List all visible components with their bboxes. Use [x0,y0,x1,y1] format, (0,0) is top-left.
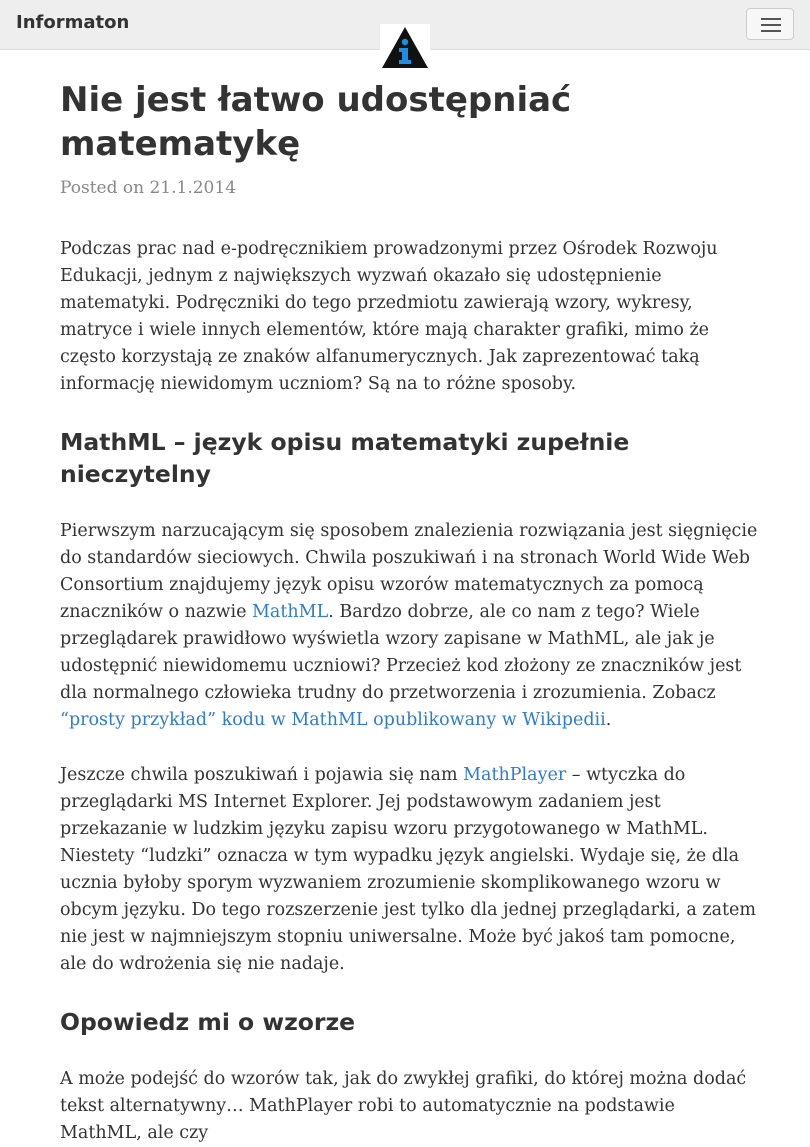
wikipedia-example-link[interactable]: “prosty przykład” kodu w MathML opublikowany w Wikipedii [60,710,606,730]
page-title: Nie jest łatwo udostępniać matematykę [60,80,572,164]
brand-link[interactable]: Informaton [16,12,130,33]
paragraph-alt-text: A może podejść do wzorów tak, jak do zwykłej grafiki, do której można dodać tekst alternatywny… MathPlayer robi to automatycznie na podstawie MathML, ale czy [60,1069,747,1143]
text-segment: . Bardzo dobrze, ale co nam z tego? Wiele przeglądarek prawidłowo wyświetla wzory zapisane w MathML, ale jak je udostępnić niewidomemu uczniowi? Przecież kod złożony ze znaczników jest dla normalnego człowieka trudny do przetworzenia i zrozumienia. Zobacz [60,602,742,703]
mathml-link[interactable]: MathML [252,602,329,622]
hamburger-icon-bar [761,30,781,32]
site-logo[interactable] [380,24,430,70]
text-segment: . [605,710,612,730]
paragraph-mathml [60,518,760,734]
paragraph-mathplayer [60,762,760,978]
hamburger-icon [761,18,781,20]
text-segment: Pierwszym narzucającym się sposobem znalezienia rozwiązania jest sięgnięcie do standardów sieciowych. Chwila poszukiwań i na stronach World Wide Web Consortium znajdujemy język opisu wzorów matematycznych za pomocą znaczników o nazwie [60,521,758,622]
text-segment: – wtyczka do przeglądarki MS Internet Explorer. Jej podstawowym zadaniem jest przekazanie w ludzkim języku zapisu wzoru przygotowanego w MathML. Niestety “ludzki” oznacza w tym wypadku język angielski. Wydaje się, że dla ucznia byłoby sporym wyzwaniem zrozumienie skomplikowanego wzoru w obcym języku. Do tego rozszerzenie jest tylko dla jednej przeglądarki, a zatem nie jest w najmniejszym stopniu uniwersalne. Może być jakoś tam pomocne, ale do wdrożenia się nie nadaje. [60,765,757,974]
article [60,78,760,1147]
heading-mathml: MathML – język opisu matematyki zupełnie nieczytelny [60,428,630,488]
text-segment: Jeszcze chwila poszukiwań i pojawia się nam [60,765,464,785]
menu-toggle-button[interactable] [746,8,794,40]
paragraph-intro: Podczas prac nad e-podręcznikiem prowadzonymi przez Ośrodek Rozwoju Edukacji, jednym z największych wyzwań okazało się udostępnienie matematyki. Podręczniki do tego przedmiotu zawierają wzory, wykresy, matryce i wiele innych elementów, które mają charakter grafiki, mimo że często korzystają ze znaków alfanumerycznych. Jak zaprezentować taką informację niewidomym uczniom? Są na to różne sposoby. [60,239,718,394]
post-date [60,176,760,200]
hamburger-icon-bar [761,24,781,26]
posted-prefix: Posted on [60,178,145,198]
posted-date: 21.1.2014 [149,178,237,198]
info-triangle-icon [380,24,430,70]
mathplayer-link[interactable]: MathPlayer [463,765,567,785]
heading-opowiedz: Opowiedz mi o wzorze [60,1008,356,1036]
